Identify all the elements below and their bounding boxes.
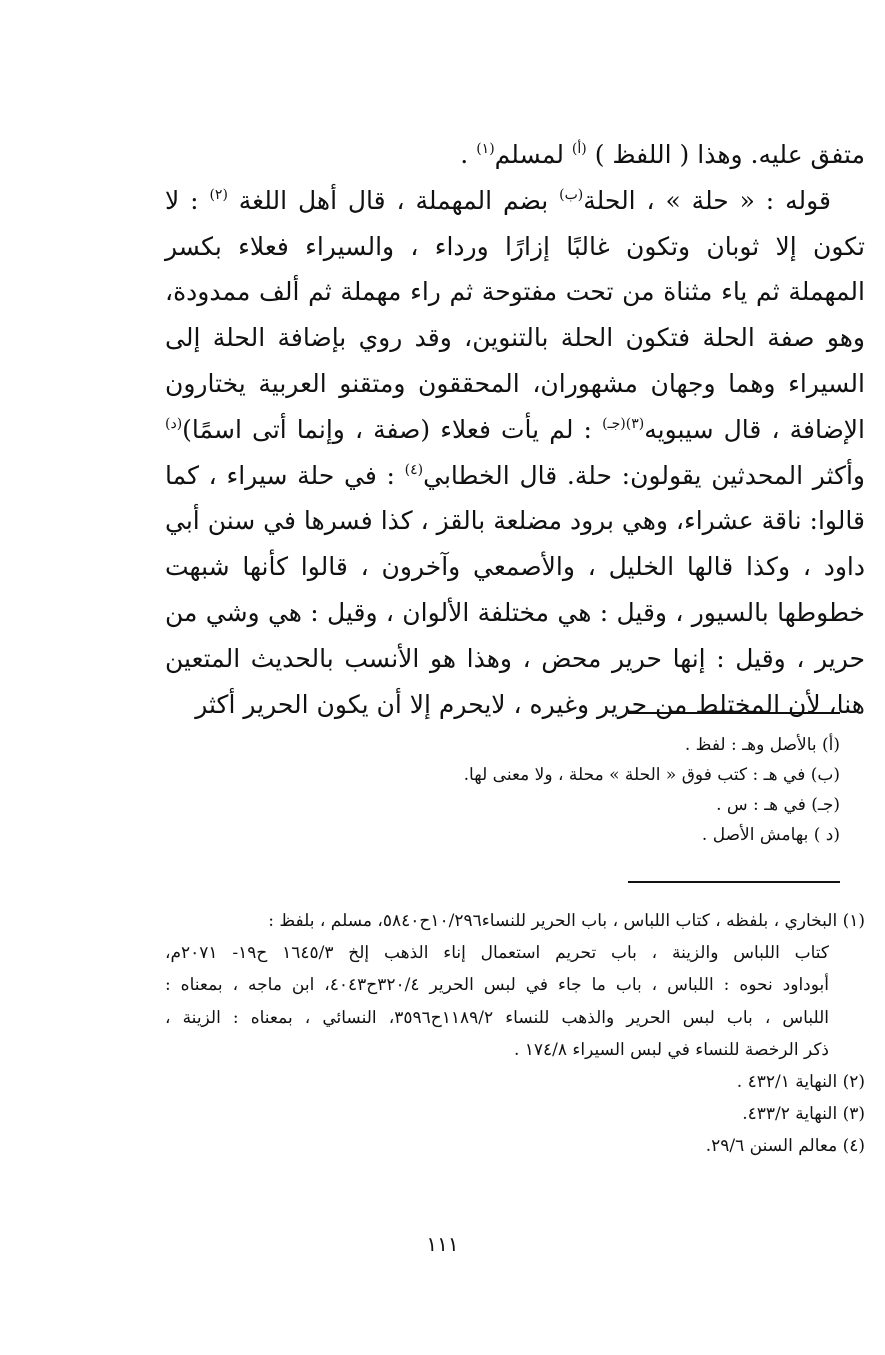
footnote-marker: (٢)	[209, 186, 228, 203]
text-run: بضم المهملة ، قال أهل اللغة	[238, 185, 549, 215]
variant-marker: (جـ)	[602, 415, 626, 432]
footnote-line: (٢) النهاية ٤٣٢/١ .	[736, 1072, 865, 1093]
footnote-line: كتاب اللباس والزينة ، باب تحريم استعمال إناء الذهب إلخ ١٦٤٥/٣ ح١٩- ٢٠٧١م،	[165, 943, 829, 964]
text-run: متفق عليه. وهذا ( اللفظ )	[594, 140, 865, 169]
variant-notes-divider	[628, 712, 840, 714]
variant-note: (أ) بالأصل وهـ : لفظ .	[684, 735, 840, 755]
variant-notes	[300, 730, 840, 850]
text-run: : لم يأت فعلاء (صفة ، وإنما أتى اسمًا)	[182, 414, 592, 444]
text-run: : لا تكون إلا ثوبان وتكون غالبًا إزارًا ورداء ، والسيراء فعلاء بكسر المهملة ثم ياء مثناة من تحت مفتوحة ثم راء مهملة ثم ألف ممدودة، وهو صفة الحلة فتكون الحلة بالتنوين، وقد روي بإضافة الحلة إلى السيراء وهما وجهان مشهوران، المحققون ومتقنو العربية يختارون الإضافة ، قال سيبويه	[165, 185, 865, 444]
footnote-marker: (٤)	[404, 461, 424, 478]
footnote-marker: (١)	[476, 141, 495, 157]
main-text	[165, 132, 865, 727]
paragraph-1	[165, 132, 865, 178]
footnotes-divider	[628, 881, 840, 883]
page-number: ١١١	[426, 1232, 459, 1256]
text-run: : في حلة سيراء ، كما قالوا: ناقة عشراء، وهي برود مضلعة بالقز ، كذا فسرها في سنن أبي داود ، وكذا قالها الخليل ، والأصمعي وآخرون ، قالوا كأنها شبهت خطوطها بالسيور ، وقيل : هي مختلفة الألوان ، وقيل : هي وشي من حرير ، وقيل : إنها حرير محض ، وهذا هو الأنسب بالحديث المتعين هنا، لأن المختلط من حرير وغيره ، لايحرم إلا أن يكون الحرير أكثر	[165, 460, 865, 719]
variant-marker: (ب)	[559, 186, 584, 203]
variant-note: (د ) بهامش الأصل .	[701, 825, 840, 845]
text-run: لمسلم	[494, 140, 564, 169]
paragraph-2	[165, 178, 865, 728]
variant-note: (ب) في هـ : كتب فوق « الحلة » محلة ، ولا معنى لها.	[463, 765, 840, 785]
footnotes	[165, 905, 865, 1163]
text-run: .	[460, 140, 469, 169]
text-run: قوله : « حلة » ، الحلة	[583, 185, 831, 215]
footnote-marker: (٣)	[625, 415, 645, 432]
variant-marker: (أ)	[571, 141, 587, 157]
variant-marker: (د)	[165, 415, 183, 432]
footnote-line: اللباس ، باب لبس الحرير والذهب للنساء ١١٨٩/٢ح٣٥٩٦، النسائي ، بمعناه : الزينة ،	[165, 1007, 829, 1028]
footnote-line: (٤) معالم السنن ٢٩/٦.	[705, 1136, 865, 1157]
footnote-line: (١) البخاري ، بلفظه ، كتاب اللباس ، باب الحرير للنساء١٠/٢٩٦ح٥٨٤٠، مسلم ، بلفظ :	[268, 911, 865, 931]
footnote-line: ذكر الرخصة للنساء في لبس السيراء ١٧٤/٨ .	[513, 1039, 829, 1060]
footnote-line: أبوداود نحوه : اللباس ، باب ما جاء في لبس الحرير ٣٢٠/٤ح٤٠٤٣، ابن ماجه ، بمعناه :	[165, 975, 829, 996]
text-run: وأكثر المحدثين يقولون: حلة. قال الخطابي	[423, 460, 865, 490]
variant-note: (جـ) في هـ : س .	[716, 795, 840, 815]
footnote-line: (٣) النهاية ٤٣٣/٢.	[742, 1104, 865, 1125]
